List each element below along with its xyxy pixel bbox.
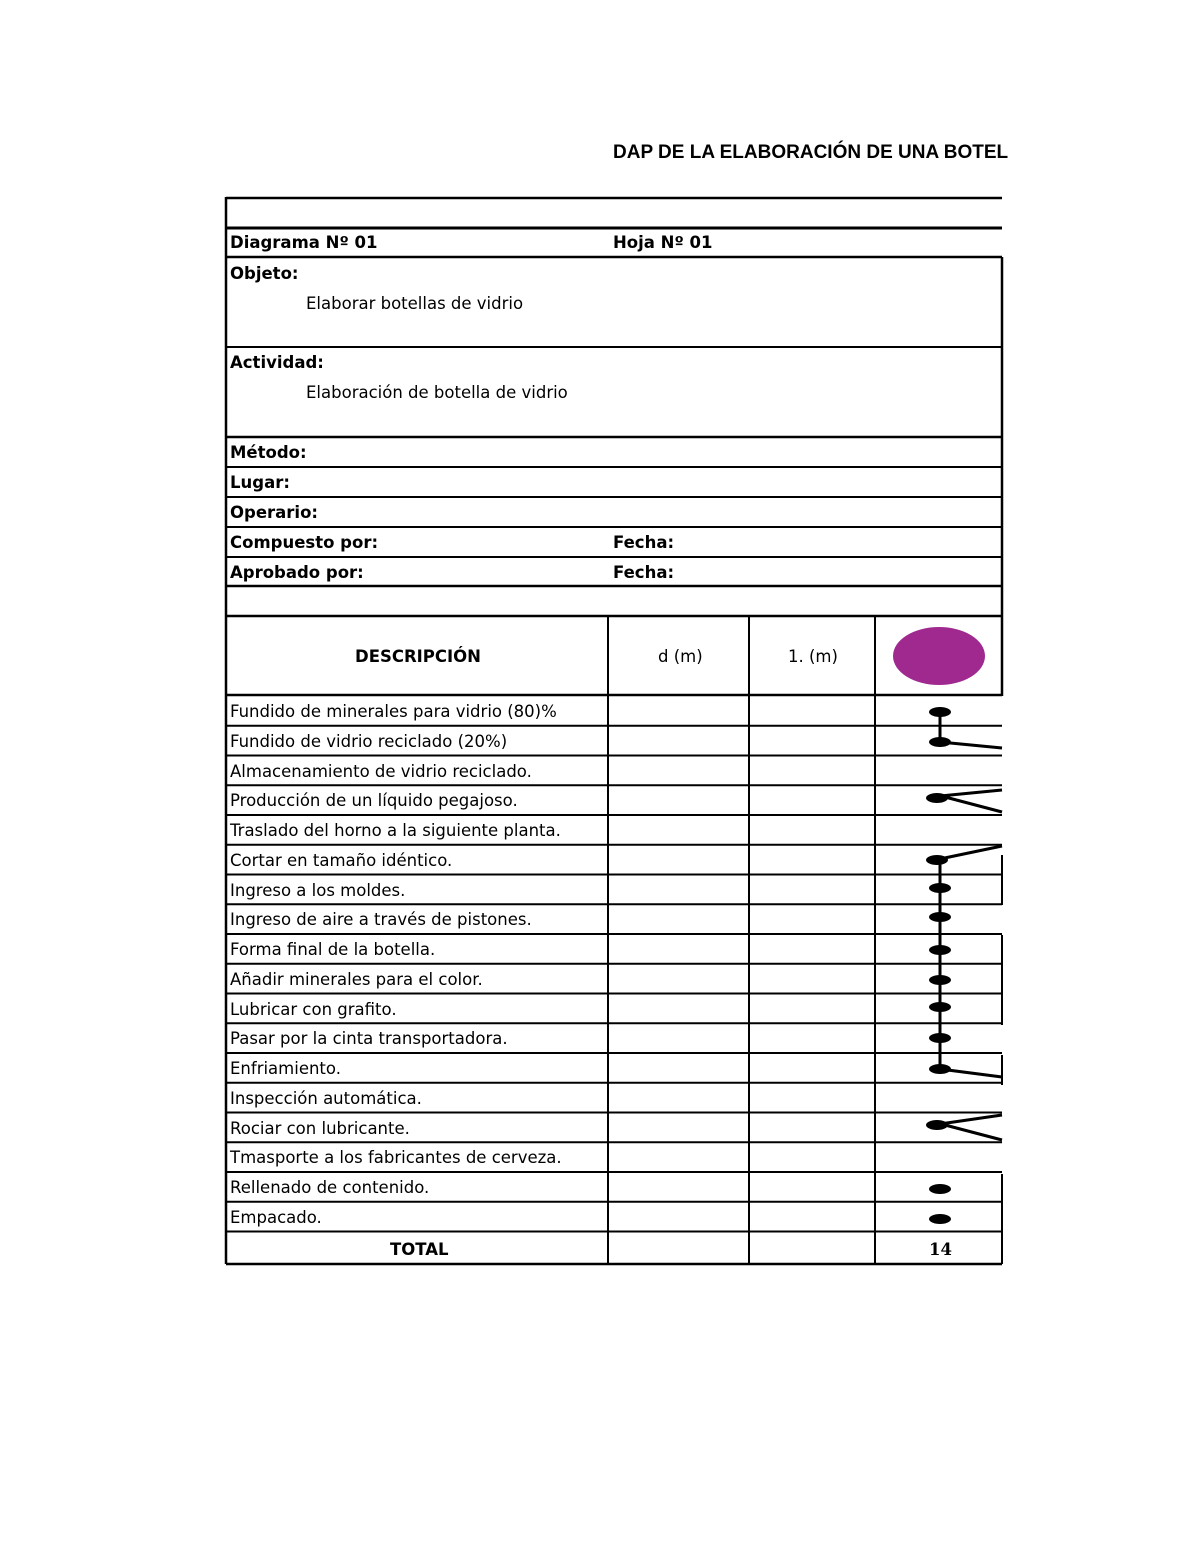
metodo-label: Método: [230,443,307,462]
flow-point-icon [929,883,951,893]
diagrama-label: Diagrama Nº 01 [230,233,378,252]
activity-row-description: Rellenado de contenido. [230,1178,430,1197]
flow-point-icon [929,912,951,922]
flow-point-icon [929,1214,951,1224]
objeto-value: Elaborar botellas de vidrio [306,294,524,313]
flow-point-icon [929,707,951,717]
compuesto-label: Compuesto por: [230,533,379,552]
flow-point-icon [929,737,951,747]
fecha-label-2: Fecha: [613,563,675,582]
activity-row-description: Empacado. [230,1207,322,1227]
actividad-value: Elaboración de botella de vidrio [306,383,568,402]
activity-row-description: Enfriamiento. [230,1059,341,1078]
activity-row-description: Ingreso a los moldes. [230,880,406,900]
activity-row-description: Forma final de la botella. [230,940,436,959]
flow-point-icon [926,1120,948,1130]
total-label: TOTAL [390,1240,449,1259]
activity-row-description: Añadir minerales para el color. [230,969,483,989]
flow-point-icon [929,1033,951,1043]
flow-point-icon [929,1002,951,1012]
aprobado-label: Aprobado por: [230,563,364,582]
col-header-descripcion: DESCRIPCIÓN [355,647,481,666]
activity-row-description: Fundido de vidrio reciclado (20%) [230,731,508,751]
fecha-label-1: Fecha: [613,533,675,552]
flow-point-icon [926,793,948,803]
lugar-label: Lugar: [230,473,290,492]
flow-point-icon [929,975,951,985]
hoja-label: Hoja Nº 01 [613,233,713,252]
activity-row-description: Ingreso de aire a través de pistones. [230,910,532,930]
actividad-label: Actividad: [230,353,324,372]
total-value: 14 [929,1240,952,1259]
activity-row-description: Pasar por la cinta transportadora. [230,1029,508,1049]
activity-row-description: Inspección automática. [230,1088,422,1108]
activity-row-description: Rociar con lubricante. [230,1118,410,1138]
activity-row-description: Fundido de minerales para vidrio (80)% [230,702,557,721]
objeto-label: Objeto: [230,264,299,283]
flow-point-icon [929,1064,951,1074]
flow-point-icon [929,1184,951,1194]
flow-point-icon [926,855,948,865]
operario-label: Operario: [230,503,319,522]
document-title: DAP DE LA ELABORACIÓN DE UNA BOTEL [613,142,1009,163]
activity-row-description: Producción de un líquido pegajoso. [230,791,518,811]
flow-point-icon [929,945,951,955]
operation-symbol-icon [893,627,985,685]
activity-row-description: Almacenamiento de vidrio reciclado. [230,761,532,781]
activity-row-description: Traslado del horno a la siguiente planta. [230,821,561,840]
col-header-time: 1. (m) [788,647,838,666]
col-header-distance: d (m) [658,647,703,666]
activity-row-description: Cortar en tamaño idéntico. [230,850,453,870]
activity-row-description: Tmasporte a los fabricantes de cerveza. [230,1148,562,1168]
activity-row-description: Lubricar con grafito. [230,999,397,1019]
